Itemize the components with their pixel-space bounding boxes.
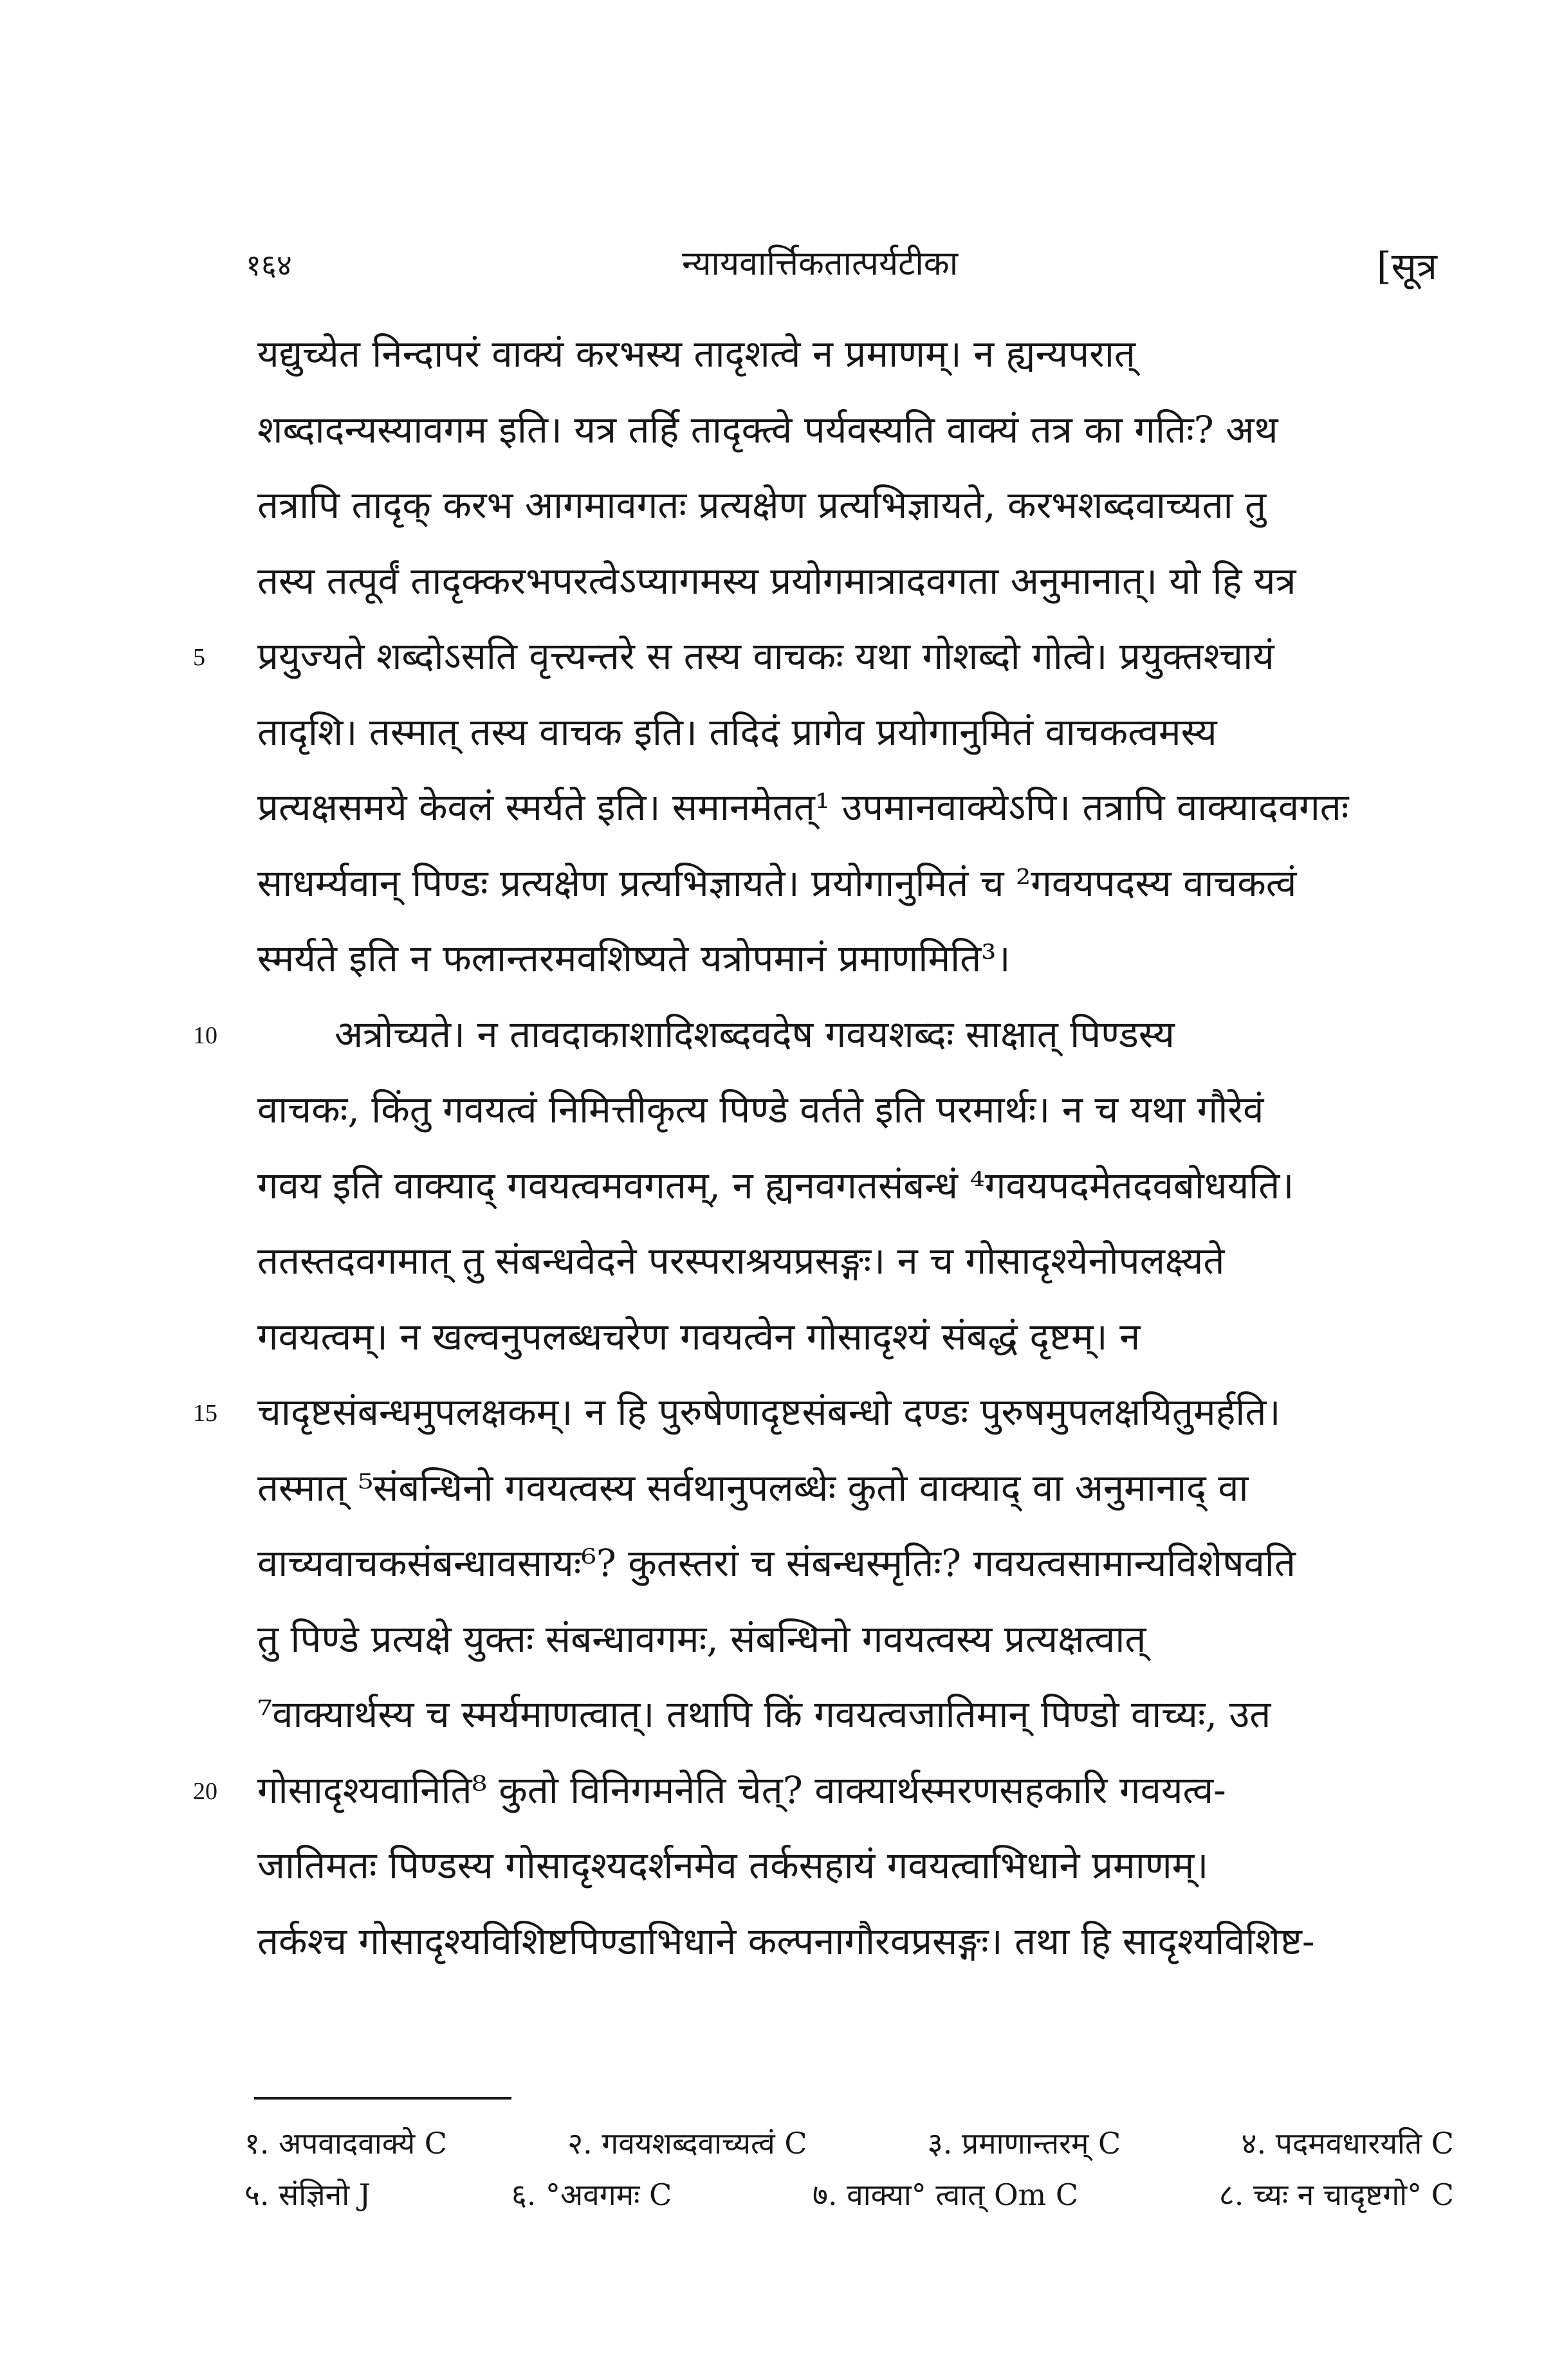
text-line	[0, 1531, 1544, 1607]
footnote: ७. वाक्या° त्वात् Om C	[812, 2177, 1079, 2212]
text-line	[0, 926, 1544, 1002]
line-text: तस्य तत्पूर्वं तादृक्करभपरत्वेऽप्यागमस्य प्रयोगमात्रादवगता अनुमानात्। यो हि यत्र	[257, 558, 1296, 603]
text-line	[0, 322, 1544, 398]
line-text: अत्रोच्यते। न तावदाकाशादिशब्दवदेष गवयशब्दः साक्षात् पिण्डस्य	[335, 1012, 1175, 1056]
line-text: गवयत्वम्। न खल्वनुपलब्धचरेण गवयत्वेन गोसादृश्यं संबद्धं दृष्टम्। न	[257, 1314, 1141, 1359]
line-number: 15	[193, 1400, 217, 1427]
footnote: ५. संज्ञिनो J	[244, 2177, 371, 2212]
line-text: तादृशि। तस्मात् तस्य वाचक इति। तदिदं प्रागेव प्रयोगानुमितं वाचकत्वमस्य	[257, 709, 1217, 754]
text-line	[0, 549, 1544, 625]
text-line	[0, 1002, 1544, 1078]
footnote: १. अपवादवाक्ये C	[244, 2126, 447, 2161]
line-number: 5	[193, 644, 205, 671]
line-text: वाच्यवाचकसंबन्धावसायः⁶? कुतस्तरां च संबन्धस्मृतिः? गवयत्वसामान्यविशेषवति	[257, 1541, 1296, 1585]
text-line	[0, 1229, 1544, 1304]
line-text: गवय इति वाक्याद् गवयत्वमवगतम्, न ह्यनवगतसंबन्धं ⁴गवयपदमेतदवबोधयति।	[257, 1163, 1294, 1207]
line-text: ततस्तदवगमात् तु संबन्धवेदने परस्पराश्रयप्रसङ्गः। न च गोसादृश्येनोपलक्ष्यते	[257, 1239, 1225, 1283]
footnote-row	[244, 2174, 1454, 2214]
line-number: 10	[193, 1021, 217, 1049]
line-number: 20	[193, 1777, 217, 1805]
text-line	[0, 851, 1544, 927]
footnote-row	[244, 2123, 1454, 2163]
line-text: तत्रापि तादृक् करभ आगमावगतः प्रत्यक्षेण प्रत्यभिज्ञायते, करभशब्दवाच्यता तु	[257, 483, 1267, 527]
line-text: तर्कश्च गोसादृश्यविशिष्टपिण्डाभिधाने कल्पनागौरवप्रसङ्गः। तथा हि सादृश्यविशिष्ट-	[257, 1919, 1315, 1963]
footnote: ३. प्रमाणान्तरम् C	[927, 2126, 1121, 2161]
running-title: न्यायवार्त्तिकतात्पर्यटीका	[682, 244, 959, 283]
text-line	[0, 624, 1544, 700]
running-header	[0, 239, 1544, 291]
text-line	[0, 1153, 1544, 1229]
line-text: साधर्म्यवान् पिण्डः प्रत्यक्षेण प्रत्यभिज्ञायते। प्रयोगानुमितं च ²गवयपदस्य वाचकत्वं	[257, 861, 1297, 905]
line-text: गोसादृश्यवानिति⁸ कुतो विनिगमनेति चेत्? वाक्यार्थस्मरणसहकारि गवयत्व-	[257, 1768, 1226, 1812]
line-text: शब्दादन्यस्यावगम इति। यत्र तर्हि तादृक्त्वे पर्यवस्यति वाक्यं तत्र का गतिः? अथ	[257, 407, 1278, 452]
text-line	[0, 1833, 1544, 1909]
line-text: यद्युच्येत निन्दापरं वाक्यं करभस्य तादृशत्वे न प्रमाणम्। न ह्यन्यपरात्	[257, 332, 1135, 376]
page-number: १६४	[246, 248, 292, 282]
section-marker: [सूत्र	[1377, 244, 1437, 288]
text-line	[0, 398, 1544, 473]
line-text: चादृष्टसंबन्धमुपलक्षकम्। न हि पुरुषेणादृष्टसंबन्धो दण्डः पुरुषमुपलक्षयितुमर्हति।	[257, 1390, 1281, 1434]
footnote: ८. च्यः न चादृष्टगो° C	[1218, 2177, 1454, 2212]
footnote: २. गवयशब्दवाच्यत्वं C	[567, 2126, 807, 2161]
text-line	[0, 1077, 1544, 1153]
line-text: जातिमतः पिण्डस्य गोसादृश्यदर्शनमेव तर्कसहायं गवयत्वाभिधाने प्रमाणम्।	[257, 1844, 1209, 1887]
line-text: प्रयुज्यते शब्दोऽसति वृत्त्यन्तरे स तस्य वाचकः यथा गोशब्दो गोत्वे। प्रयुक्तश्चायं	[257, 634, 1274, 678]
line-text: तु पिण्डे प्रत्यक्षे युक्तः संबन्धावगमः, संबन्धिनो गवयत्वस्य प्रत्यक्षत्वात्	[257, 1616, 1146, 1661]
text-line	[0, 700, 1544, 776]
text-line	[0, 1380, 1544, 1456]
text-line	[0, 473, 1544, 549]
line-text: स्मर्यते इति न फलान्तरमवशिष्यते यत्रोपमानं प्रमाणमिति³।	[257, 937, 1011, 980]
text-line	[0, 1758, 1544, 1834]
line-text: वाचकः, किंतु गवयत्वं निमित्तीकृत्य पिण्डे वर्तते इति परमार्थः। न च यथा गौरेवं	[257, 1088, 1264, 1131]
text-line	[0, 1607, 1544, 1683]
line-text: तस्मात् ⁵संबन्धिनो गवयत्वस्य सर्वथानुपलब्धेः कुतो वाक्याद् वा अनुमानाद् वा	[257, 1465, 1249, 1510]
footnote: ४. पदमवधारयति C	[1241, 2126, 1454, 2161]
footnote-rule	[254, 2097, 511, 2100]
line-text: ⁷वाक्यार्थस्य च स्मर्यमाणत्वात्। तथापि किं गवयत्वजातिमान् पिण्डो वाच्यः, उत	[257, 1692, 1271, 1736]
text-line	[0, 1909, 1544, 1985]
text-line	[0, 1682, 1544, 1758]
text-line	[0, 1456, 1544, 1532]
footnote: ६. °अवगमः C	[511, 2177, 672, 2212]
text-line	[0, 1304, 1544, 1380]
text-line	[0, 775, 1544, 851]
line-text: प्रत्यक्षसमये केवलं स्मर्यते इति। समानमेतत्¹ उपमानवाक्येऽपि। तत्रापि वाक्यादवगतः	[257, 785, 1349, 829]
